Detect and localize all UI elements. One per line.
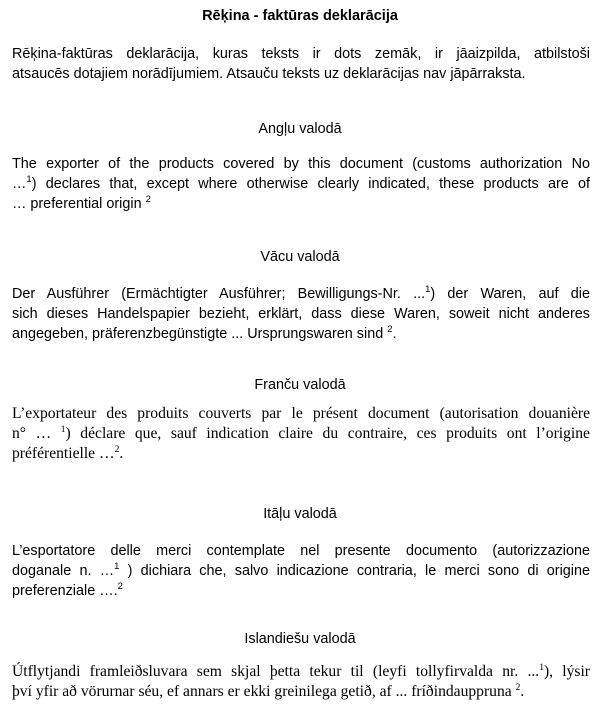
english-paragraph (12, 154, 590, 214)
french-line-1: L’exportateur des produits couverts par le présent document (autorisation douanière (12, 405, 590, 422)
german-line-1: Der Ausführer (Ermächtigter Ausführer; Bewilligungs-Nr. ...$^1$) der Waren, auf die (12, 284, 590, 302)
german-line-2: sich dieses Handelspapier bezieht, erklärt, dass diese Waren, soweit nicht anderes (12, 306, 590, 322)
icelandic-line-2: því yfir að vörurnar séu, ef annars er ekki greinilega getið, af ... fríðindauppruna $^2$. (12, 682, 525, 700)
icelandic-paragraph (12, 662, 590, 702)
english-heading: Angļu valodā (258, 121, 342, 137)
french-heading: Franču valodā (254, 377, 346, 393)
intro-line-2: atsaucēs dotajiem norādījumiem. Atsauču teksts uz deklarācijas nav jāpārraksta. (12, 66, 526, 82)
french-line-3: préférentielle …$^2$. (12, 444, 124, 462)
italian-line-2: doganale n. …$^1$ ) dichiara che, salvo indicazione contraria, le merci sono di origine (12, 561, 590, 579)
icelandic-line-1: Útflytjandi framleiðsluvara sem skjal þetta tekur til (leyfi tollyfirvalda nr. ...$^1$), lýsir (12, 662, 590, 680)
french-paragraph (12, 404, 590, 464)
german-heading: Vācu valodā (260, 249, 340, 265)
english-line-3: … preferential origin $^2$ (12, 194, 151, 212)
icelandic-heading: Islandiešu valodā (244, 631, 356, 647)
english-line-2: …$^1$) declares that, except where otherwise clearly indicated, these products are of (12, 174, 590, 192)
document-title: Rēķina - faktūras deklarācija (202, 8, 398, 24)
italian-line-3: preferenziale ….$^2$ (12, 581, 123, 599)
italian-heading: Itāļu valodā (263, 506, 337, 522)
intro-line-1: Rēķina-faktūras deklarācija, kuras teksts ir dots zemāk, ir jāaizpilda, atbilstoši (12, 46, 590, 62)
french-line-2: n° … $^1$) déclare que, sauf indication claire du contraire, ces produits ont l’origine (12, 424, 590, 442)
german-line-3: angegeben, präferenzbegünstigte ... Ursprungswaren sind $^2$. (12, 324, 397, 342)
intro-paragraph (12, 44, 590, 84)
italian-line-1: L’esportatore delle merci contemplate nel presente documento (autorizzazione (12, 543, 590, 559)
english-line-1: The exporter of the products covered by this document (customs authorization No (12, 156, 590, 172)
italian-paragraph (12, 541, 590, 601)
german-paragraph (12, 284, 590, 344)
